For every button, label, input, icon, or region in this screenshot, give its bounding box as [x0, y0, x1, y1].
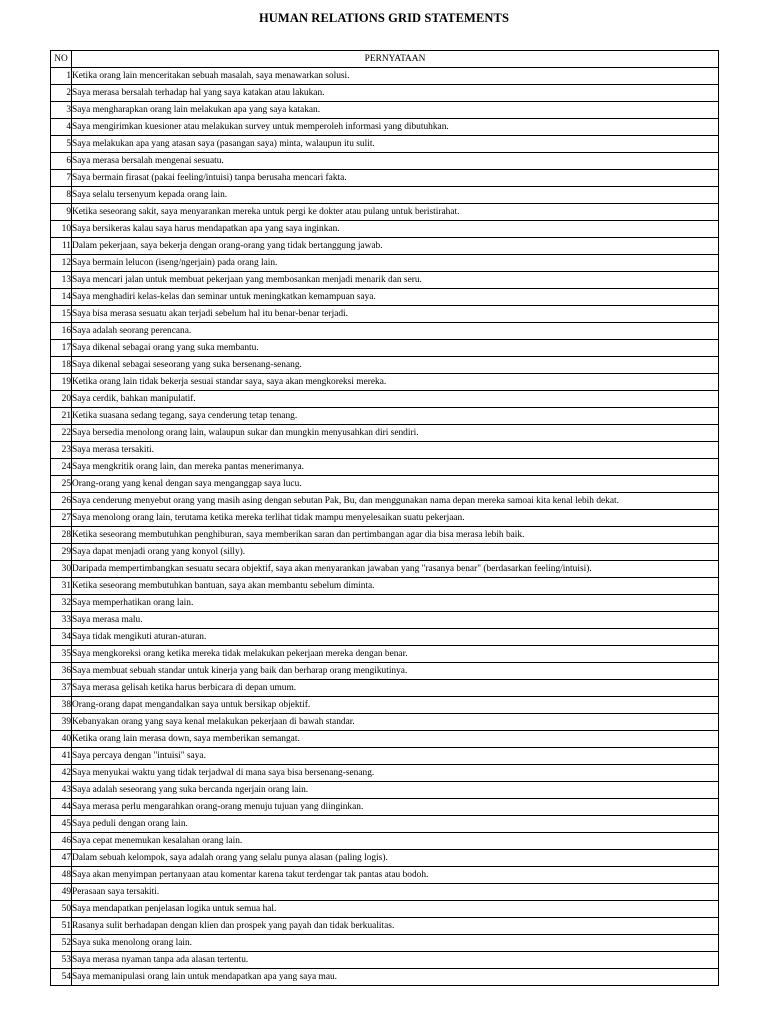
row-number: 9	[51, 204, 72, 221]
table-row	[51, 646, 719, 663]
row-statement: Saya merasa gelisah ketika harus berbicara di depan umum.	[72, 680, 719, 697]
row-statement: Saya dikenal sebagai orang yang suka membantu.	[72, 340, 719, 357]
table-row	[51, 374, 719, 391]
table-row	[51, 476, 719, 493]
row-number: 46	[51, 833, 72, 850]
row-statement: Saya bermain firasat (pakai feeling/intuisi) tanpa berusaha mencari fakta.	[72, 170, 719, 187]
table-row	[51, 493, 719, 510]
table-row	[51, 595, 719, 612]
row-number: 52	[51, 935, 72, 952]
row-statement: Ketika orang lain merasa down, saya memberikan semangat.	[72, 731, 719, 748]
row-number: 29	[51, 544, 72, 561]
table-row	[51, 561, 719, 578]
row-statement: Saya mengharapkan orang lain melakukan apa yang saya katakan.	[72, 102, 719, 119]
row-statement: Saya bersedia menolong orang lain, walaupun sukar dan mungkin menyusahkan diri sendiri.	[72, 425, 719, 442]
table-row	[51, 221, 719, 238]
row-statement: Ketika seseorang membutuhkan penghiburan, saya memberikan saran dan pertimbangan agar dia bisa merasa lebih baik.	[72, 527, 719, 544]
row-number: 30	[51, 561, 72, 578]
table-row	[51, 544, 719, 561]
table-row	[51, 204, 719, 221]
row-statement: Saya selalu tersenyum kepada orang lain.	[72, 187, 719, 204]
table-row	[51, 119, 719, 136]
row-statement: Perasaan saya tersakiti.	[72, 884, 719, 901]
row-number: 18	[51, 357, 72, 374]
table-row	[51, 612, 719, 629]
table-row	[51, 85, 719, 102]
row-statement: Saya percaya dengan "intuisi" saya.	[72, 748, 719, 765]
row-statement: Saya merasa bersalah mengenai sesuatu.	[72, 153, 719, 170]
row-number: 34	[51, 629, 72, 646]
row-number: 13	[51, 272, 72, 289]
table-row	[51, 340, 719, 357]
table-row	[51, 782, 719, 799]
table-row	[51, 527, 719, 544]
row-statement: Saya merasa bersalah terhadap hal yang saya katakan atau lakukan.	[72, 85, 719, 102]
row-statement: Saya mengkritik orang lain, dan mereka pantas menerimanya.	[72, 459, 719, 476]
row-number: 44	[51, 799, 72, 816]
row-number: 33	[51, 612, 72, 629]
row-number: 32	[51, 595, 72, 612]
row-number: 27	[51, 510, 72, 527]
table-row	[51, 391, 719, 408]
document-title: HUMAN RELATIONS GRID STATEMENTS	[258, 11, 509, 25]
row-statement: Saya melakukan apa yang atasan saya (pasangan saya) minta, walaupun itu sulit.	[72, 136, 719, 153]
row-statement: Ketika seseorang sakit, saya menyarankan mereka untuk pergi ke dokter atau pulang untuk beristirahat.	[72, 204, 719, 221]
table-row	[51, 748, 719, 765]
row-number: 4	[51, 119, 72, 136]
table-row	[51, 425, 719, 442]
row-statement: Ketika orang lain tidak bekerja sesuai standar saya, saya akan mengkoreksi mereka.	[72, 374, 719, 391]
row-statement: Saya merasa tersakiti.	[72, 442, 719, 459]
table-body	[51, 68, 719, 986]
table-row	[51, 714, 719, 731]
table-row	[51, 357, 719, 374]
table-row	[51, 408, 719, 425]
row-number: 11	[51, 238, 72, 255]
row-number: 39	[51, 714, 72, 731]
row-number: 45	[51, 816, 72, 833]
table-row	[51, 323, 719, 340]
table-row	[51, 867, 719, 884]
row-statement: Saya cerdik, bahkan manipulatif.	[72, 391, 719, 408]
row-statement: Saya menolong orang lain, terutama ketika mereka terlihat tidak mampu menyelesaikan suatu pekerjaan.	[72, 510, 719, 527]
table-row	[51, 918, 719, 935]
row-statement: Saya merasa malu.	[72, 612, 719, 629]
row-statement: Dalam sebuah kelompok, saya adalah orang yang selalu punya alasan (paling logis).	[72, 850, 719, 867]
row-number: 16	[51, 323, 72, 340]
table-row	[51, 663, 719, 680]
row-number: 53	[51, 952, 72, 969]
row-statement: Saya cepat menemukan kesalahan orang lain.	[72, 833, 719, 850]
row-statement: Saya menghadiri kelas-kelas dan seminar untuk meningkatkan kemampuan saya.	[72, 289, 719, 306]
table-row	[51, 255, 719, 272]
table-row	[51, 289, 719, 306]
row-number: 3	[51, 102, 72, 119]
table-row	[51, 136, 719, 153]
row-number: 35	[51, 646, 72, 663]
row-number: 25	[51, 476, 72, 493]
row-statement: Saya adalah seseorang yang suka bercanda ngerjain orang lain.	[72, 782, 719, 799]
row-statement: Saya dikenal sebagai seseorang yang suka bersenang-senang.	[72, 357, 719, 374]
row-number: 42	[51, 765, 72, 782]
table-row	[51, 187, 719, 204]
header-statement: PERNYATAAN	[72, 51, 719, 68]
row-number: 49	[51, 884, 72, 901]
row-number: 43	[51, 782, 72, 799]
table-row	[51, 629, 719, 646]
table-row	[51, 306, 719, 323]
row-statement: Saya memperhatikan orang lain.	[72, 595, 719, 612]
row-number: 8	[51, 187, 72, 204]
row-number: 36	[51, 663, 72, 680]
table-row	[51, 697, 719, 714]
row-number: 40	[51, 731, 72, 748]
row-number: 50	[51, 901, 72, 918]
row-statement: Saya mengirimkan kuesioner atau melakukan survey untuk memperoleh informasi yang dibutuhkan.	[72, 119, 719, 136]
row-statement: Ketika suasana sedang tegang, saya cenderung tetap tenang.	[72, 408, 719, 425]
row-number: 21	[51, 408, 72, 425]
row-statement: Saya mencari jalan untuk membuat pekerjaan yang membosankan menjadi menarik dan seru.	[72, 272, 719, 289]
row-number: 2	[51, 85, 72, 102]
table-row	[51, 816, 719, 833]
row-statement: Saya peduli dengan orang lain.	[72, 816, 719, 833]
row-number: 54	[51, 969, 72, 986]
row-statement: Daripada mempertimbangkan sesuatu secara objektif, saya akan menyarankan jawaban yang "rasanya benar" (berdasarkan feeling/intuisi).	[72, 561, 719, 578]
row-number: 12	[51, 255, 72, 272]
row-number: 20	[51, 391, 72, 408]
table-row	[51, 510, 719, 527]
row-statement: Orang-orang yang kenal dengan saya menganggap saya lucu.	[72, 476, 719, 493]
row-statement: Saya bermain lelucon (iseng/ngerjain) pada orang lain.	[72, 255, 719, 272]
table-header-row	[51, 51, 719, 68]
table-row	[51, 442, 719, 459]
table-row	[51, 901, 719, 918]
table-row	[51, 952, 719, 969]
row-number: 6	[51, 153, 72, 170]
row-number: 7	[51, 170, 72, 187]
row-statement: Saya bisa merasa sesuatu akan terjadi sebelum hal itu benar-benar terjadi.	[72, 306, 719, 323]
row-number: 15	[51, 306, 72, 323]
table-row	[51, 765, 719, 782]
row-number: 5	[51, 136, 72, 153]
row-statement: Ketika seseorang membutuhkan bantuan, saya akan membantu sebelum diminta.	[72, 578, 719, 595]
row-statement: Saya merasa nyaman tanpa ada alasan tertentu.	[72, 952, 719, 969]
row-statement: Saya suka menolong orang lain.	[72, 935, 719, 952]
row-number: 38	[51, 697, 72, 714]
table-row	[51, 170, 719, 187]
row-statement: Saya dapat menjadi orang yang konyol (silly).	[72, 544, 719, 561]
row-number: 28	[51, 527, 72, 544]
table-row	[51, 238, 719, 255]
row-statement: Saya menyukai waktu yang tidak terjadwal di mana saya bisa bersenang-senang.	[72, 765, 719, 782]
row-number: 14	[51, 289, 72, 306]
table-row	[51, 272, 719, 289]
row-number: 23	[51, 442, 72, 459]
row-number: 19	[51, 374, 72, 391]
row-statement: Saya adalah seorang perencana.	[72, 323, 719, 340]
table-row	[51, 799, 719, 816]
row-statement: Ketika orang lain menceritakan sebuah masalah, saya menawarkan solusi.	[72, 68, 719, 85]
table-row	[51, 68, 719, 85]
table-row	[51, 102, 719, 119]
row-number: 10	[51, 221, 72, 238]
row-statement: Saya memanipulasi orang lain untuk mendapatkan apa yang saya mau.	[72, 969, 719, 986]
table-row	[51, 459, 719, 476]
table-row	[51, 833, 719, 850]
table-row	[51, 935, 719, 952]
row-statement: Saya mengkoreksi orang ketika mereka tidak melakukan pekerjaan mereka dengan benar.	[72, 646, 719, 663]
row-statement: Orang-orang dapat mengandalkan saya untuk bersikap objektif.	[72, 697, 719, 714]
row-statement: Saya akan menyimpan pertanyaan atau komentar karena takut terdengar tak pantas atau bodoh.	[72, 867, 719, 884]
row-statement: Saya cenderung menyebut orang yang masih asing dengan sebutan Pak, Bu, dan menggunakan nama depan mereka samoai kita kenal lebih dekat.	[72, 493, 719, 510]
row-number: 41	[51, 748, 72, 765]
row-statement: Saya mendapatkan penjelasan logika untuk semua hal.	[72, 901, 719, 918]
row-number: 22	[51, 425, 72, 442]
row-number: 31	[51, 578, 72, 595]
row-number: 47	[51, 850, 72, 867]
table-row	[51, 153, 719, 170]
row-statement: Saya tidak mengikuti aturan-aturan.	[72, 629, 719, 646]
table-row	[51, 578, 719, 595]
row-number: 17	[51, 340, 72, 357]
row-statement: Saya merasa perlu mengarahkan orang-orang menuju tujuan yang diinginkan.	[72, 799, 719, 816]
table-row	[51, 884, 719, 901]
table-row	[51, 680, 719, 697]
table-row	[51, 969, 719, 986]
table-row	[51, 850, 719, 867]
row-statement: Rasanya sulit berhadapan dengan klien dan prospek yang payah dan tidak berkualitas.	[72, 918, 719, 935]
row-number: 1	[51, 68, 72, 85]
header-no: NO	[51, 51, 72, 68]
row-number: 48	[51, 867, 72, 884]
row-statement: Saya bersikeras kalau saya harus mendapatkan apa yang saya inginkan.	[72, 221, 719, 238]
statements-table	[50, 50, 719, 986]
row-number: 26	[51, 493, 72, 510]
row-number: 51	[51, 918, 72, 935]
row-number: 24	[51, 459, 72, 476]
row-statement: Kebanyakan orang yang saya kenal melakukan pekerjaan di bawah standar.	[72, 714, 719, 731]
table-row	[51, 731, 719, 748]
row-statement: Saya membuat sebuah standar untuk kinerja yang baik dan berharap orang mengikutinya.	[72, 663, 719, 680]
row-statement: Dalam pekerjaan, saya bekerja dengan orang-orang yang tidak bertanggung jawab.	[72, 238, 719, 255]
row-number: 37	[51, 680, 72, 697]
